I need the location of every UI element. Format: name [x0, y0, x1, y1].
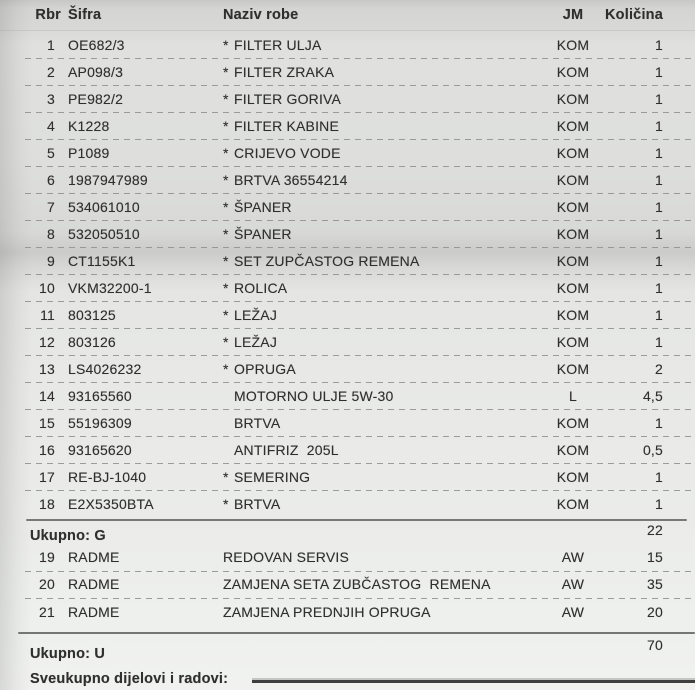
item-code: 803125 [68, 306, 116, 323]
item-name-cell [223, 415, 543, 431]
row-number: 12 [39, 333, 55, 350]
item-name: REDOVAN SERVIS [223, 548, 349, 565]
table-row [0, 112, 695, 139]
quantity: 1 [655, 414, 663, 431]
subtotal-labor-row [0, 634, 695, 662]
subtotal-parts-label: Ukupno: G [30, 527, 106, 544]
asterisk-marker: * [223, 171, 229, 188]
item-name: LEŽAJ [234, 333, 278, 350]
unit: KOM [556, 198, 590, 215]
unit: KOM [556, 144, 590, 161]
quantity: 1 [655, 495, 663, 512]
table-row [0, 490, 695, 517]
item-name-cell [223, 334, 543, 350]
item-name: SET ZUPČASTOG REMENA [234, 252, 420, 269]
item-name-cell [223, 496, 543, 512]
unit: KOM [556, 495, 590, 512]
table-row [0, 31, 695, 58]
quantity: 1 [655, 333, 663, 350]
grand-total-row [0, 662, 695, 689]
item-name-cell [223, 361, 543, 377]
quantity: 1 [655, 252, 663, 269]
item-code: LS4026232 [68, 360, 142, 377]
row-number: 7 [47, 198, 55, 215]
item-code: 1987947989 [68, 171, 148, 188]
item-code: AP098/3 [68, 63, 124, 80]
table-row [0, 382, 695, 409]
asterisk-marker: * [223, 306, 229, 323]
item-name: BRTVA 36554214 [234, 171, 348, 188]
item-name: OPRUGA [234, 360, 296, 377]
item-name: BRTVA [234, 414, 281, 431]
asterisk-marker: * [223, 360, 229, 377]
item-name: LEŽAJ [234, 306, 278, 323]
item-name-cell [223, 469, 543, 485]
asterisk-marker: * [223, 63, 229, 80]
unit: KOM [556, 306, 590, 323]
item-code: K1228 [68, 117, 110, 134]
item-code: RADME [68, 603, 120, 620]
table-row [0, 543, 695, 571]
table-row [0, 247, 695, 274]
table-row [0, 598, 695, 626]
row-number: 6 [47, 171, 55, 188]
header-sifra: Šifra [68, 7, 102, 23]
unit: KOM [556, 441, 590, 458]
item-name: ŠPANER [234, 198, 292, 215]
quantity: 4,5 [642, 387, 663, 404]
table-row [0, 328, 695, 355]
quantity: 20 [647, 603, 663, 620]
row-number: 2 [47, 63, 55, 80]
row-number: 19 [39, 548, 55, 565]
asterisk-marker: * [223, 279, 229, 296]
table-row [0, 463, 695, 490]
row-number: 20 [39, 576, 55, 593]
item-name: ROLICA [234, 279, 288, 296]
row-number: 3 [47, 90, 55, 107]
quantity: 35 [647, 576, 663, 593]
quantity: 1 [655, 279, 663, 296]
item-code: 803126 [68, 333, 116, 350]
row-number: 13 [39, 360, 55, 377]
item-code: E2X5350BTA [68, 495, 154, 512]
table-row [0, 409, 695, 436]
unit: KOM [556, 225, 590, 242]
table-row [0, 85, 695, 112]
item-code: 93165620 [68, 441, 132, 458]
item-code: 93165560 [68, 387, 132, 404]
asterisk-marker: * [223, 468, 229, 485]
unit: KOM [556, 117, 590, 134]
item-code: RE-BJ-1040 [68, 468, 147, 485]
quantity: 1 [655, 198, 663, 215]
item-name: ANTIFRIZ 205L [234, 441, 339, 458]
item-name-cell [223, 388, 543, 404]
asterisk-marker: * [223, 495, 229, 512]
asterisk-marker: * [223, 36, 229, 53]
grand-total-label: Sveukupno dijelovi i radovi: [30, 670, 229, 687]
row-number: 21 [39, 603, 55, 620]
asterisk-marker: * [223, 117, 229, 134]
item-code: 534061010 [68, 198, 140, 215]
row-number: 14 [39, 387, 55, 404]
quantity: 1 [655, 225, 663, 242]
quantity: 1 [655, 144, 663, 161]
item-name-cell [223, 226, 543, 242]
table-row [0, 139, 695, 166]
table-header [0, 0, 695, 31]
quantity: 1 [655, 36, 663, 53]
row-number: 17 [39, 468, 55, 485]
asterisk-marker: * [223, 252, 229, 269]
item-code: VKM32200-1 [68, 279, 152, 296]
unit: AW [561, 548, 585, 565]
item-name: SEMERING [234, 468, 311, 485]
header-kolicina: Količina [605, 7, 663, 23]
table-row [0, 436, 695, 463]
asterisk-marker: * [223, 144, 229, 161]
item-name-cell [223, 145, 543, 161]
item-name-cell [223, 64, 543, 80]
unit: AW [561, 576, 585, 593]
quantity: 2 [655, 360, 663, 377]
item-code: PE982/2 [68, 90, 124, 107]
quantity: 1 [655, 468, 663, 485]
table-row [0, 571, 695, 599]
table-row [0, 193, 695, 220]
item-name: ZAMJENA SETA ZUBČASTOG REMENA [223, 576, 491, 593]
item-name: FILTER ULJA [234, 36, 322, 53]
row-number: 9 [47, 252, 55, 269]
item-name-cell [223, 91, 543, 107]
item-name: FILTER GORIVA [234, 90, 342, 107]
quantity: 1 [655, 117, 663, 134]
item-code: RADME [68, 576, 120, 593]
row-number: 1 [47, 36, 55, 53]
item-name-cell [223, 37, 543, 53]
row-number: 5 [47, 144, 55, 161]
header-rbr: Rbr [35, 7, 61, 23]
item-name: FILTER ZRAKA [234, 63, 335, 80]
quantity: 1 [655, 306, 663, 323]
asterisk-marker: * [223, 333, 229, 350]
item-name-cell [223, 307, 543, 323]
grand-total-rule [252, 680, 695, 683]
item-code: 532050510 [68, 225, 140, 242]
table-row [0, 301, 695, 328]
item-name: ŠPANER [234, 225, 292, 242]
row-number: 10 [39, 279, 55, 296]
quantity: 1 [655, 90, 663, 107]
item-code: RADME [68, 548, 120, 565]
item-name-cell [223, 199, 543, 215]
quantity: 1 [655, 171, 663, 188]
quantity: 15 [647, 548, 663, 565]
item-name: FILTER KABINE [234, 117, 340, 134]
quantity: 1 [655, 63, 663, 80]
item-code: 55196309 [68, 414, 132, 431]
subtotal-labor-value: 70 [647, 636, 663, 653]
item-code: CT1155K1 [68, 252, 136, 269]
item-name-cell [223, 280, 543, 296]
row-number: 16 [39, 441, 55, 458]
item-code: OE682/3 [68, 36, 125, 53]
subtotal-parts-value: 22 [647, 522, 663, 538]
subtotal-parts-row [0, 521, 695, 543]
row-number: 15 [39, 414, 55, 431]
item-name-cell [223, 172, 543, 188]
item-name: ZAMJENA PREDNJIH OPRUGA [223, 603, 431, 620]
asterisk-marker: * [223, 90, 229, 107]
quantity: 0,5 [642, 441, 663, 458]
item-name-cell [223, 442, 543, 458]
unit: L [569, 387, 577, 404]
header-jm: JM [562, 7, 584, 23]
asterisk-marker: * [223, 198, 229, 215]
unit: KOM [556, 252, 590, 269]
unit: KOM [556, 360, 590, 377]
unit: KOM [556, 333, 590, 350]
row-number: 8 [47, 225, 55, 242]
unit: AW [561, 603, 585, 620]
subtotal-labor-label: Ukupno: U [30, 645, 106, 662]
row-number: 11 [40, 306, 55, 323]
table-row [0, 220, 695, 247]
table-row [0, 355, 695, 382]
table-row [0, 166, 695, 193]
unit: KOM [556, 414, 590, 431]
row-number: 18 [39, 495, 55, 512]
row-number: 4 [47, 117, 55, 134]
item-name-cell [223, 253, 543, 269]
unit: KOM [556, 279, 590, 296]
header-naziv: Naziv robe [223, 7, 299, 23]
item-name: MOTORNO ULJE 5W-30 [234, 387, 394, 404]
unit: KOM [556, 90, 590, 107]
unit: KOM [556, 171, 590, 188]
item-name: BRTVA [234, 495, 281, 512]
unit: KOM [556, 63, 590, 80]
item-name-cell [223, 118, 543, 134]
table-row [0, 274, 695, 301]
asterisk-marker: * [223, 225, 229, 242]
table-row [0, 58, 695, 85]
item-code: P1089 [68, 144, 110, 161]
unit: KOM [556, 468, 590, 485]
unit: KOM [556, 36, 590, 53]
item-name: CRIJEVO VODE [234, 144, 341, 161]
